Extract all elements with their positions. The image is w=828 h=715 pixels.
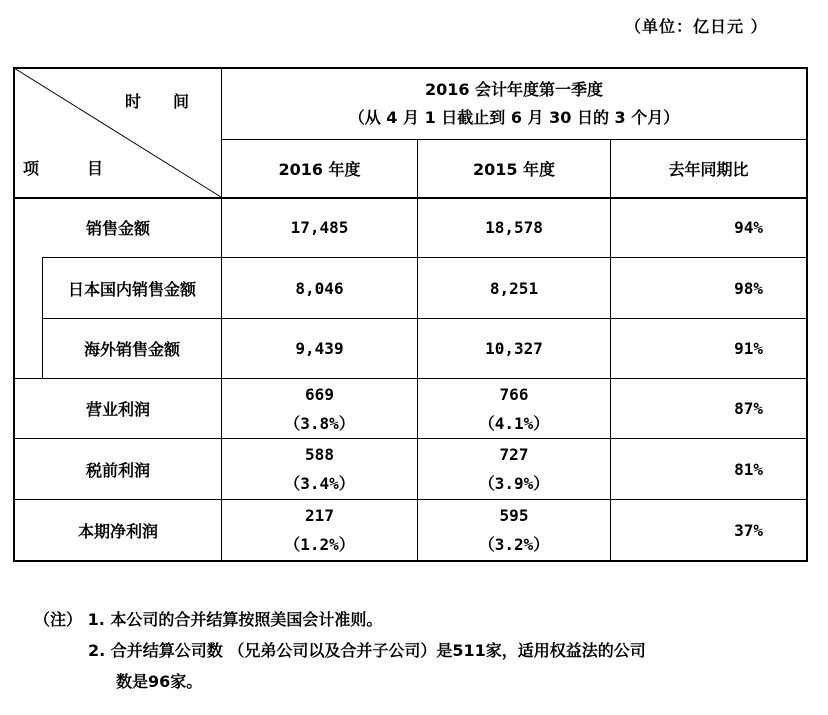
note-prefix: （注）: [34, 610, 83, 629]
financial-table: [13, 67, 808, 562]
value: 595: [499, 506, 529, 525]
note-2-text: 2. 合并结算公司数 （兄弟公司以及合并子公司）是511家，适用权益法的公司: [88, 641, 646, 660]
margin: （3.8%）: [284, 413, 355, 433]
note-2-continued: [34, 666, 646, 697]
note-1-text: 1. 本公司的合并结算按照美国会计准则。: [87, 610, 383, 629]
margin: （1.2%）: [284, 535, 355, 554]
row-label-domestic-sales: 日本国内销售金额: [67, 279, 196, 299]
footnotes: [34, 604, 646, 697]
table-border-bottom: [13, 560, 808, 562]
cell-domestic-ratio: 98%: [734, 278, 763, 298]
period-subtitle: （从 4 月 1 日截止到 6 月 30 日的 3 个月）: [348, 107, 680, 127]
col-header-2015: 2015 年度: [472, 160, 556, 179]
cell-overseas-2015: 10,327: [485, 339, 543, 358]
row-label-net-profit: 本期净利润: [77, 521, 158, 541]
margin: （3.4%）: [284, 474, 355, 493]
note-2-cont-text: 数是96家。: [116, 672, 203, 691]
value: 588: [305, 445, 334, 464]
row-label-overseas-sales: 海外销售金额: [83, 340, 180, 359]
cell-pretax-2015: [418, 439, 610, 499]
cell-pretax-ratio: 81%: [734, 459, 763, 479]
col-header-ratio: 去年同期比: [668, 160, 749, 179]
period-title: 2016 会计年度第一季度: [424, 79, 604, 99]
cell-sales-2016: 17,485: [290, 218, 349, 237]
cell-sales-ratio: 94%: [734, 218, 763, 237]
margin: （3.2%）: [478, 535, 550, 554]
cell-net-2015: [418, 500, 610, 560]
unit-label: （单位：亿日元 ）: [625, 17, 768, 36]
header-time-label: 时 间: [125, 92, 190, 111]
margin: （4.1%）: [478, 413, 550, 433]
cell-operating-2016: [222, 379, 417, 438]
cell-overseas-2016: 9,439: [295, 339, 344, 358]
cell-pretax-2016: [222, 439, 417, 499]
col-header-2016: 2016 年度: [278, 160, 361, 179]
cell-overseas-ratio: 91%: [734, 339, 763, 358]
cell-operating-2015: [418, 379, 610, 438]
value: 727: [499, 445, 529, 464]
cell-operating-ratio: 87%: [734, 399, 763, 418]
row-label-operating-profit: 营业利润: [85, 400, 150, 419]
row-label-sales: 销售金额: [85, 219, 150, 238]
note-1: [34, 604, 646, 635]
header-item-label: 项 目: [23, 159, 104, 178]
value: 766: [499, 384, 529, 404]
row-label-pretax-profit: 税前利润: [85, 460, 150, 480]
cell-sales-2015: 18,578: [485, 218, 543, 237]
note-2: [34, 635, 646, 666]
cell-domestic-2015: 8,251: [489, 278, 539, 298]
value: 669: [305, 384, 334, 404]
margin: （3.9%）: [478, 474, 550, 493]
value: 217: [305, 506, 334, 525]
cell-net-2016: [222, 500, 417, 560]
table-border-right: [806, 67, 808, 562]
cell-net-ratio: 37%: [734, 520, 763, 540]
cell-domestic-2016: 8,046: [295, 278, 344, 298]
